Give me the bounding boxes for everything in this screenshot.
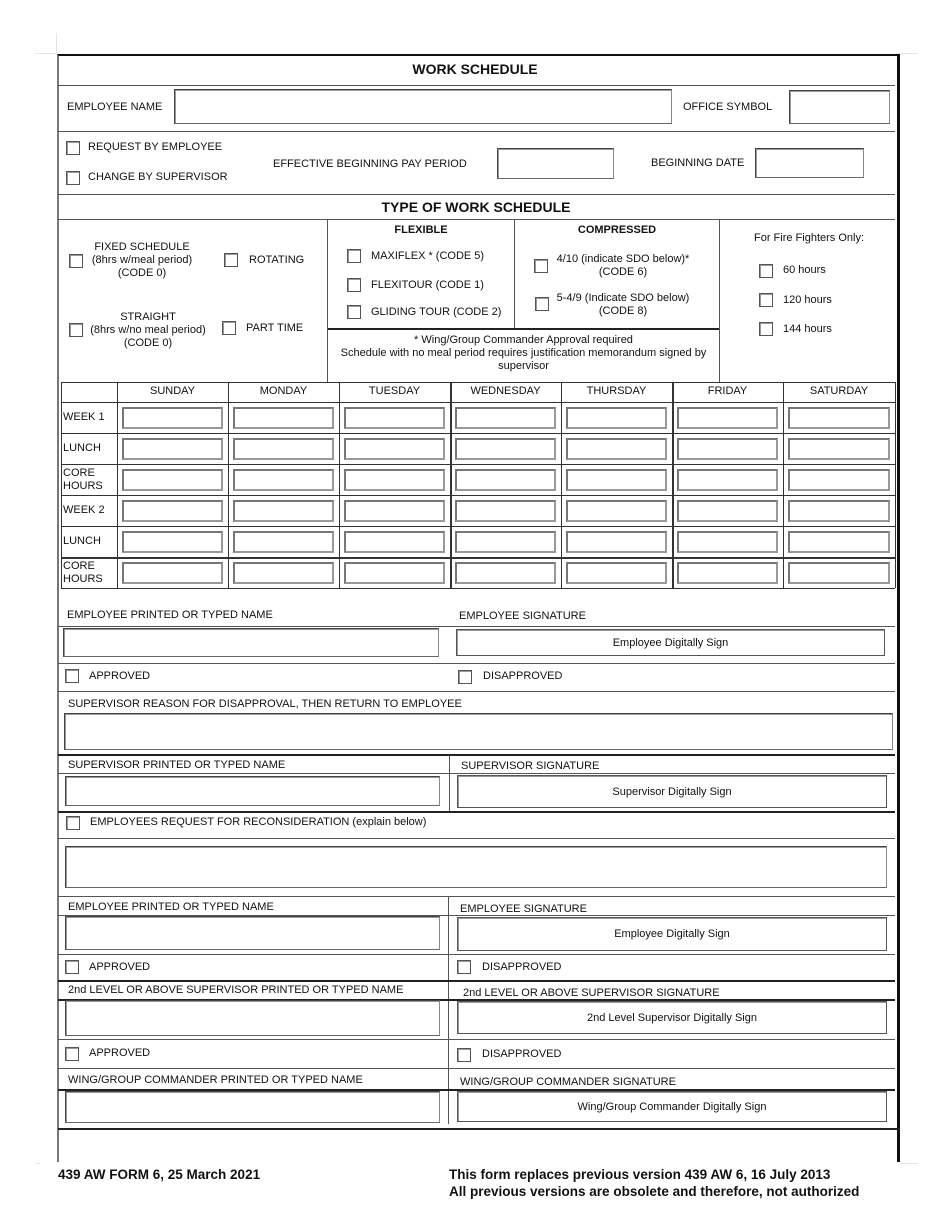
schedule-cell-input[interactable] <box>677 562 778 584</box>
day-header-monday: MONDAY <box>259 385 308 397</box>
compressed-5-4-9-checkbox[interactable] <box>535 297 549 311</box>
fire-60-hours-checkbox[interactable] <box>759 264 773 278</box>
request-by-employee-label: REQUEST BY EMPLOYEE <box>88 141 223 153</box>
schedule-cell-input[interactable] <box>677 438 778 460</box>
fixed-line3: (CODE 0) <box>117 267 167 279</box>
note-line3: supervisor <box>498 360 549 372</box>
row-label-line1: CORE <box>63 560 95 572</box>
schedule-cell-input[interactable] <box>566 562 667 584</box>
divider <box>58 773 895 774</box>
divider <box>58 626 895 627</box>
schedule-cell-input[interactable] <box>677 407 778 429</box>
grid-line <box>61 382 62 588</box>
row-label-line2: HOURS <box>63 573 103 585</box>
second-level-approved-checkbox[interactable] <box>65 1047 79 1061</box>
compressed-heading: COMPRESSED <box>577 224 657 236</box>
divider <box>58 1068 895 1069</box>
form-replaces-note: This form replaces previous version 439 AW 6, 16 July 2013 <box>449 1167 831 1182</box>
row-label-line1: LUNCH <box>63 442 101 454</box>
employee-printed-name-label: EMPLOYEE PRINTED OR TYPED NAME <box>67 609 273 621</box>
approved-label: APPROVED <box>89 670 151 682</box>
row-label-line2: HOURS <box>63 480 103 492</box>
supervisor-printed-name-input[interactable] <box>65 776 440 806</box>
part-time-checkbox[interactable] <box>222 321 236 335</box>
reconsideration-approved-label: APPROVED <box>89 961 151 973</box>
second-level-disapproved-label: DISAPPROVED <box>482 1048 562 1060</box>
schedule-cell-input[interactable] <box>455 531 556 553</box>
note-line2: Schedule with no meal period requires justification memorandum signed by <box>340 347 707 359</box>
reconsideration-sign-text: Employee Digitally Sign <box>614 928 730 940</box>
schedule-cell-input[interactable] <box>788 469 890 491</box>
grid-line <box>61 464 895 465</box>
flexible-heading: FLEXIBLE <box>394 224 448 236</box>
schedule-cell-input[interactable] <box>233 500 334 522</box>
second-level-sign-text: 2nd Level Supervisor Digitally Sign <box>587 1011 757 1024</box>
effective-pay-period-label: EFFECTIVE BEGINNING PAY PERIOD <box>273 158 467 170</box>
approved-checkbox[interactable] <box>65 669 79 683</box>
commander-signature-label: WING/GROUP COMMANDER SIGNATURE <box>460 1076 676 1088</box>
schedule-cell-input[interactable] <box>788 562 890 584</box>
change-by-supervisor-label: CHANGE BY SUPERVISOR <box>88 171 228 183</box>
note-line1: * Wing/Group Commander Approval required <box>414 334 633 346</box>
fire-120-hours-checkbox[interactable] <box>759 293 773 307</box>
day-header-thursday: THURSDAY <box>586 385 647 397</box>
fixed-schedule-label <box>86 241 198 280</box>
day-header-friday: FRIDAY <box>707 385 748 397</box>
compressed-4-10-line1: 4/10 (indicate SDO below)* <box>556 253 690 265</box>
second-level-approved-label: APPROVED <box>89 1047 151 1059</box>
row-label <box>63 467 103 493</box>
reconsideration-signature-label: EMPLOYEE SIGNATURE <box>460 903 587 915</box>
row-label-line1: LUNCH <box>63 535 101 547</box>
compressed-5-4-9-line1: 5-4/9 (Indicate SDO below) <box>556 292 690 304</box>
schedule-cell-input[interactable] <box>344 562 445 584</box>
beginning-date-label: BEGINNING DATE <box>651 157 745 169</box>
reconsideration-disapproved-checkbox[interactable] <box>457 960 471 974</box>
row-label <box>63 504 105 517</box>
fire-60-hours-label: 60 hours <box>783 264 826 276</box>
schedule-cell-input[interactable] <box>122 531 223 553</box>
supervisor-sign-button[interactable] <box>457 775 887 808</box>
supervisor-printed-name-label: SUPERVISOR PRINTED OR TYPED NAME <box>68 759 286 771</box>
office-symbol-input[interactable] <box>789 90 890 124</box>
reconsideration-printed-name-input[interactable] <box>65 916 440 950</box>
row-label <box>63 442 101 455</box>
compressed-4-10-checkbox[interactable] <box>534 259 548 273</box>
schedule-grid <box>61 382 895 588</box>
second-level-signature-label: 2nd LEVEL OR ABOVE SUPERVISOR SIGNATURE <box>463 987 720 999</box>
row-label <box>63 535 101 548</box>
schedule-cell-input[interactable] <box>122 469 223 491</box>
fire-120-hours-label: 120 hours <box>783 294 832 306</box>
schedule-cell-input[interactable] <box>566 438 667 460</box>
fire-144-hours-label: 144 hours <box>783 323 832 335</box>
form-obsolete-note: All previous versions are obsolete and therefore, not authorized <box>449 1184 860 1199</box>
approval-note <box>328 334 719 373</box>
grid-line <box>895 382 896 588</box>
employee-name-input[interactable] <box>174 89 672 124</box>
grid-line <box>117 382 118 588</box>
second-level-printed-name-input[interactable] <box>65 1000 440 1036</box>
employee-printed-name-input[interactable] <box>63 628 439 657</box>
divider <box>58 691 895 692</box>
effective-pay-period-input[interactable] <box>497 148 614 179</box>
supervisor-sign-text: Supervisor Digitally Sign <box>612 785 732 798</box>
day-header-tuesday: TUESDAY <box>368 385 421 397</box>
reconsideration-label <box>90 816 426 828</box>
reconsideration-approved-checkbox[interactable] <box>65 960 79 974</box>
divider <box>58 85 895 86</box>
flexitour-label: FLEXITOUR (CODE 1) <box>371 279 484 291</box>
row-label-line1: WEEK 1 <box>63 411 105 423</box>
beginning-date-input[interactable] <box>755 148 864 178</box>
schedule-cell-input[interactable] <box>455 407 556 429</box>
schedule-cell-input[interactable] <box>566 469 667 491</box>
supervisor-signature-label: SUPERVISOR SIGNATURE <box>461 760 600 772</box>
compressed-4-10-line2: (CODE 6) <box>598 266 648 278</box>
divider <box>58 896 895 897</box>
schedule-cell-input[interactable] <box>122 438 223 460</box>
day-header-sunday: SUNDAY <box>149 385 196 397</box>
divider <box>58 194 895 195</box>
employee-sign-text: Employee Digitally Sign <box>612 636 729 649</box>
grid-line <box>783 382 784 588</box>
reconsideration-sign-button[interactable] <box>457 917 887 951</box>
reconsideration-disapproved-label: DISAPPROVED <box>482 961 562 973</box>
second-level-sign-button[interactable] <box>457 1001 887 1034</box>
flexitour-checkbox[interactable] <box>347 278 361 292</box>
fire-fighters-heading: For Fire Fighters Only: <box>754 232 865 244</box>
schedule-cell-input[interactable] <box>344 407 445 429</box>
fire-144-hours-checkbox[interactable] <box>759 322 773 336</box>
grid-line <box>61 495 895 496</box>
crop-mark <box>35 53 57 54</box>
second-level-printed-name-label: 2nd LEVEL OR ABOVE SUPERVISOR PRINTED OR TYPED NAME <box>68 984 404 996</box>
divider <box>58 1039 895 1040</box>
schedule-cell-input[interactable] <box>344 438 445 460</box>
divider <box>58 1128 900 1130</box>
employee-sign-button[interactable] <box>456 629 885 656</box>
reconsideration-text: EMPLOYEES REQUEST FOR RECONSIDERATION <box>90 816 350 828</box>
reconsideration-printed-name-label: EMPLOYEE PRINTED OR TYPED NAME <box>68 901 274 913</box>
grid-line <box>61 588 895 589</box>
divider <box>719 219 720 382</box>
row-label-line1: WEEK 2 <box>63 504 105 516</box>
schedule-cell-input[interactable] <box>122 407 223 429</box>
rotating-checkbox[interactable] <box>224 253 238 267</box>
schedule-cell-input[interactable] <box>788 438 890 460</box>
fixed-line1: FIXED SCHEDULE <box>94 241 190 253</box>
schedule-cell-input[interactable] <box>233 438 334 460</box>
grid-line <box>450 382 452 588</box>
row-label-line1: CORE <box>63 467 95 479</box>
divider <box>58 811 895 813</box>
grid-line <box>61 433 895 434</box>
grid-line <box>339 382 340 588</box>
row-label <box>63 560 103 586</box>
straight-line2: (8hrs w/no meal period) <box>90 324 206 336</box>
schedule-cell-input[interactable] <box>344 500 445 522</box>
schedule-cell-input[interactable] <box>788 500 890 522</box>
commander-sign-button[interactable] <box>457 1091 887 1122</box>
day-header-wednesday: WEDNESDAY <box>470 385 541 397</box>
reconsideration-input[interactable] <box>65 846 887 888</box>
employee-name-label: EMPLOYEE NAME <box>67 101 163 113</box>
row-label <box>63 411 105 424</box>
grid-line <box>228 382 229 588</box>
divider <box>58 954 895 955</box>
schedule-cell-input[interactable] <box>788 531 890 553</box>
office-symbol-label: OFFICE SYMBOL <box>683 101 773 113</box>
straight-line1: STRAIGHT <box>120 311 176 323</box>
straight-label <box>86 311 210 350</box>
reconsideration-suffix: (explain below) <box>352 816 427 828</box>
grid-line <box>61 557 895 559</box>
divider <box>58 838 895 839</box>
disapproved-checkbox[interactable] <box>458 670 472 684</box>
schedule-cell-input[interactable] <box>566 500 667 522</box>
compressed-4-10-label <box>551 253 695 279</box>
divider <box>58 754 895 756</box>
schedule-cell-input[interactable] <box>122 500 223 522</box>
request-by-employee-checkbox[interactable] <box>66 141 80 155</box>
disapproval-reason-label: SUPERVISOR REASON FOR DISAPPROVAL, THEN RETURN TO EMPLOYEE <box>68 698 462 710</box>
form-id: 439 AW FORM 6, 25 March 2021 <box>58 1167 261 1182</box>
schedule-cell-input[interactable] <box>677 531 778 553</box>
employee-signature-label: EMPLOYEE SIGNATURE <box>459 610 586 622</box>
grid-line <box>61 526 895 527</box>
schedule-cell-input[interactable] <box>122 562 223 584</box>
schedule-cell-input[interactable] <box>233 531 334 553</box>
grid-line <box>61 382 895 383</box>
schedule-cell-input[interactable] <box>566 531 667 553</box>
schedule-cell-input[interactable] <box>233 407 334 429</box>
change-by-supervisor-checkbox[interactable] <box>66 171 80 185</box>
schedule-cell-input[interactable] <box>233 469 334 491</box>
schedule-type-heading: TYPE OF WORK SCHEDULE <box>381 199 571 215</box>
schedule-cell-input[interactable] <box>455 438 556 460</box>
schedule-cell-input[interactable] <box>344 469 445 491</box>
schedule-cell-input[interactable] <box>455 500 556 522</box>
commander-printed-name-label: WING/GROUP COMMANDER PRINTED OR TYPED NAME <box>68 1074 363 1086</box>
divider <box>58 219 895 220</box>
compressed-5-4-9-line2: (CODE 8) <box>598 305 648 317</box>
divider <box>58 980 895 982</box>
fixed-schedule-checkbox[interactable] <box>69 254 83 268</box>
second-level-disapproved-checkbox[interactable] <box>457 1048 471 1062</box>
disapproved-label: DISAPPROVED <box>483 670 563 682</box>
gliding-tour-checkbox[interactable] <box>347 305 361 319</box>
schedule-cell-input[interactable] <box>344 531 445 553</box>
rotating-label: ROTATING <box>249 254 305 266</box>
part-time-label: PART TIME <box>246 322 304 334</box>
straight-checkbox[interactable] <box>69 323 83 337</box>
straight-line3: (CODE 0) <box>123 337 173 349</box>
commander-sign-text: Wing/Group Commander Digitally Sign <box>577 1100 767 1113</box>
schedule-cell-input[interactable] <box>788 407 890 429</box>
form-title: WORK SCHEDULE <box>412 61 538 77</box>
schedule-cell-input[interactable] <box>455 562 556 584</box>
compressed-5-4-9-label <box>551 292 695 318</box>
divider <box>328 328 719 330</box>
grid-line <box>61 402 895 403</box>
schedule-cell-input[interactable] <box>233 562 334 584</box>
schedule-cell-input[interactable] <box>566 407 667 429</box>
schedule-cell-input[interactable] <box>455 469 556 491</box>
grid-line <box>561 382 562 588</box>
disapproval-reason-input[interactable] <box>64 713 893 750</box>
crop-mark <box>56 33 57 53</box>
commander-printed-name-input[interactable] <box>65 1091 440 1123</box>
fixed-line2: (8hrs w/meal period) <box>91 254 193 266</box>
schedule-cell-input[interactable] <box>677 500 778 522</box>
divider <box>58 663 895 664</box>
maxiflex-label: MAXIFLEX * (CODE 5) <box>371 250 485 262</box>
divider <box>449 755 450 811</box>
divider <box>58 131 895 132</box>
reconsideration-checkbox[interactable] <box>66 816 80 830</box>
schedule-cell-input[interactable] <box>677 469 778 491</box>
maxiflex-checkbox[interactable] <box>347 249 361 263</box>
grid-line <box>672 382 674 588</box>
gliding-tour-label: GLIDING TOUR (CODE 2) <box>371 306 502 318</box>
day-header-saturday: SATURDAY <box>809 385 869 397</box>
